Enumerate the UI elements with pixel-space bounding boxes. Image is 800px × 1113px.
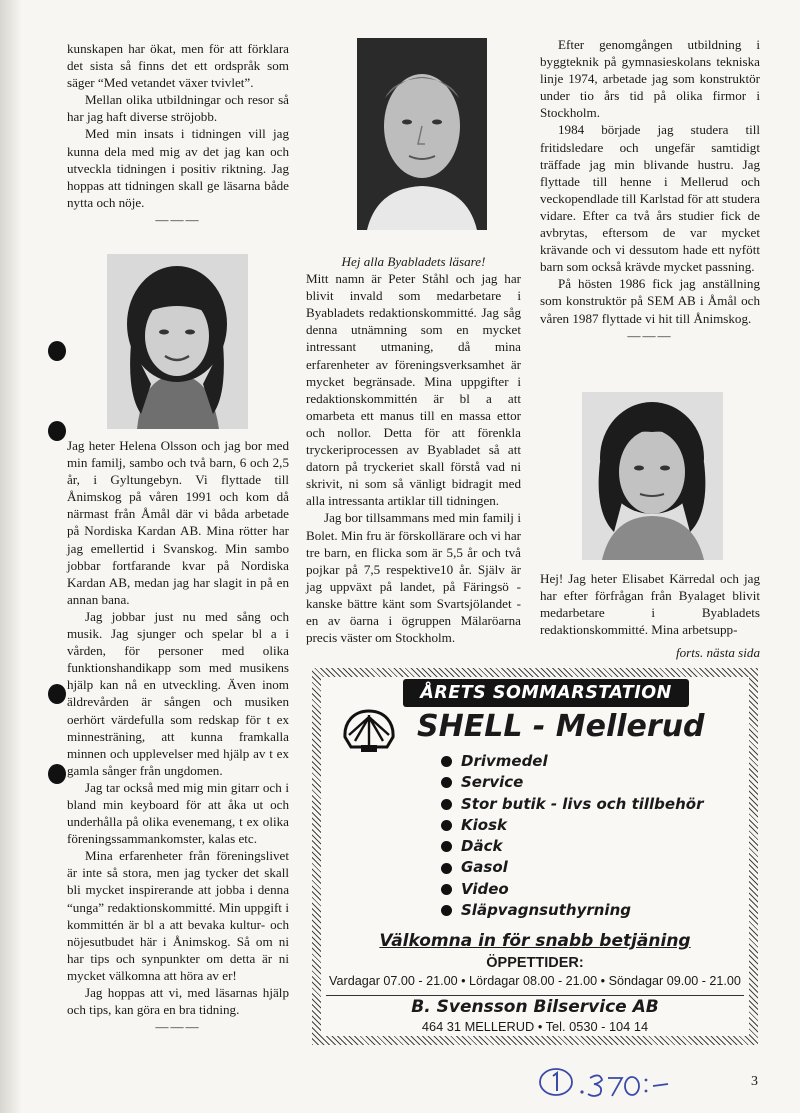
column-3-continued [540,36,760,344]
paragraph: Med min insats i tidningen vill jag kunna dela med mig av det jag kan och utveckla tidningen i positiv riktning. Jag hoppas att tidningen skall ge läsarna både nytta och nöje. [67,126,289,210]
bullet-icon [441,756,452,767]
bullet-icon [441,905,452,916]
bullet-icon [441,841,452,852]
column-1-helena [67,437,289,1035]
binder-hole [48,684,66,704]
paragraph: Jag tar också med mig min gitarr och i bland min keyboard för att åka ut och underhålla på olika evenemang, t ex olika föreningssammankomster, kalas etc. [67,779,289,847]
page-number: 3 [751,1074,758,1089]
peter-stahl-portrait [357,38,487,230]
list-item: Släpvagnsuthyrning [441,900,703,921]
section-separator: ——— [627,327,673,343]
list-item: Däck [441,836,703,857]
paragraph: 1984 började jag studera till fritidsledare och ungefär samtidigt träffade jag min blivande hustru. Jag flyttade till henne i Mellerud och veckopendlade till Karlstad för att studera vidare. Efter ca två års studier fick de avbrytas, eftersom de var mycket krävande och vi dessutom hade ett nyfött barn som också krävde mycket passning. [540,122,760,275]
list-item: Kiosk [441,815,703,836]
list-item: Gasol [441,857,703,878]
paragraph: Jag hoppas att vi, med läsarnas hjälp och tips, kan göra en bra tidning. [67,985,289,1018]
list-item: Video [441,879,703,900]
list-item: Drivmedel [441,751,703,772]
opening-hours: Vardagar 07.00 - 21.00 • Lördagar 08.00 - 21.00 • Söndagar 09.00 - 21.00 [329,974,741,988]
page-edge-shadow [0,0,22,1113]
paragraph: kunskapen har ökat, men för att förklara det sista så finns det ett ordspråk som säger “Med vetandet växer tvivlet”. [67,41,289,91]
list-item: Stor butik - livs och tillbehör [441,794,703,815]
column-2-peter [306,253,521,646]
elisabet-karredal-portrait [582,392,723,560]
paragraph: Jag heter Helena Olsson och jag bor med min familj, sambo och två barn, 6 och 2,5 år, i Gyltungebyn. Vi flyttade till Ånimskog på våren 1991 och kom då närmast från Åmål där vi båda arbetade på Nordiska Kardan AB. Mina rötter har jag emellertid i Svanskog. Min sambo jobbar fortfarande kvar på Nordiska Kardan AB, medan jag har slagit in på en annan bana. [67,438,289,607]
greeting: Hej alla Byabladets läsare! [341,254,486,269]
paragraph: Mitt namn är Peter Ståhl och jag har blivit invald som medarbetare i Byabladets redaktionskommitté. Jag såg denna utnämning som en mycket intressant utmaning, då mina erfarenheter av föreningsverksamhet är mycket begränsade. Mina uppgifter i redaktionskommittén är bl a att omarbeta ett manus till en massa ettor och nollor. Detta för att förenkla tryckeriprocessen av Byabladet så att datorn på tryckeriet skall förstå vad ni skrivit, ni som så vänligt bidragit med alla intressanta artiklar till tidningen. [306,271,521,509]
shell-advertisement [312,668,758,1045]
paragraph: Hej! Jag heter Elisabet Kärredal och jag har efter förfrågan från Byalaget blivit medarbetare i Byabladets redaktionskommitté. Mina arbetsupp- [540,571,760,638]
bullet-icon [441,820,452,831]
paragraph: Mellan olika utbildningar och resor så har jag haft diverse ströjobb. [67,92,289,125]
handwritten-price-note [538,1064,688,1109]
bullet-icon [441,863,452,874]
paragraph: Jag bor tillsammans med min familj i Bolet. Min fru är förskollärare och vi har tre barn, en flicka som är 5,5 år och två pojkar på 7,5 respektive10 år. Själv är jag uppväxt på landet, på Färingsö - kanske bättre känt som Svartsjölandet - en av öarna i ögruppen Mälaröarna precis väster om Stockholm. [306,510,521,646]
company-name: B. Svensson Bilservice AB [411,997,659,1017]
shell-logo-icon [341,707,397,758]
column-3-elisabet [540,570,760,661]
binder-hole [48,341,66,361]
ad-welcome: Välkomna in för snabb betjäning [379,931,691,951]
paragraph: På hösten 1986 fick jag anställning som konstruktör på SEM AB i Åmål och våren 1987 flyttade vi hit till Ånimskog. [540,276,760,326]
helena-olsson-portrait [107,254,248,429]
bullet-icon [441,884,452,895]
opening-hours-heading: ÖPPETTIDER: [486,955,584,971]
ad-banner: ÅRETS SOMMARSTATION [403,679,689,707]
column-1-intro [67,40,289,228]
paragraph: Mina erfarenheter från föreningslivet är inte så stora, men jag tycker det skall bli mycket inspirerande att jobba i denna “unga” redaktionskommitté. Min uppgift i kommittén är bl a att bevaka kultur- och nöjesutbudet här i Ånimskog. Så om ni har tips och synpunkter om detta är ni mycket välkomna att höra av er! [67,848,289,983]
list-item: Service [441,772,703,793]
paragraph: Jag jobbar just nu med sång och musik. Jag sjunger och spelar bl a i vården, för personer med olika funktionshandikapp som med musikens hjälp kan nå en utveckling. Även inom äldrevården är sången och musiken oerhört värdefulla som redskap för t ex minnesträning, att kunna framkalla minnen och upplevelser med hjälp av t ex gamla sånger från ungdomen. [67,608,289,778]
bullet-icon [441,799,452,810]
service-list [441,751,703,921]
divider [326,995,744,996]
ad-title: SHELL - Mellerud [417,709,705,744]
paragraph: Efter genomgången utbildning i byggteknik på gymnasieskolans tekniska linje 1974, arbetade jag som konstruktör under tio års tid på olika firmor i Stockholm. [540,37,760,121]
binder-hole [48,421,66,441]
bullet-icon [441,777,452,788]
continued-note: forts. nästa sida [675,645,760,661]
company-address: 464 31 MELLERUD • Tel. 0530 - 104 14 [421,1019,649,1034]
section-separator: ——— [155,211,201,227]
binder-hole [48,764,66,784]
section-separator: ——— [155,1019,201,1035]
